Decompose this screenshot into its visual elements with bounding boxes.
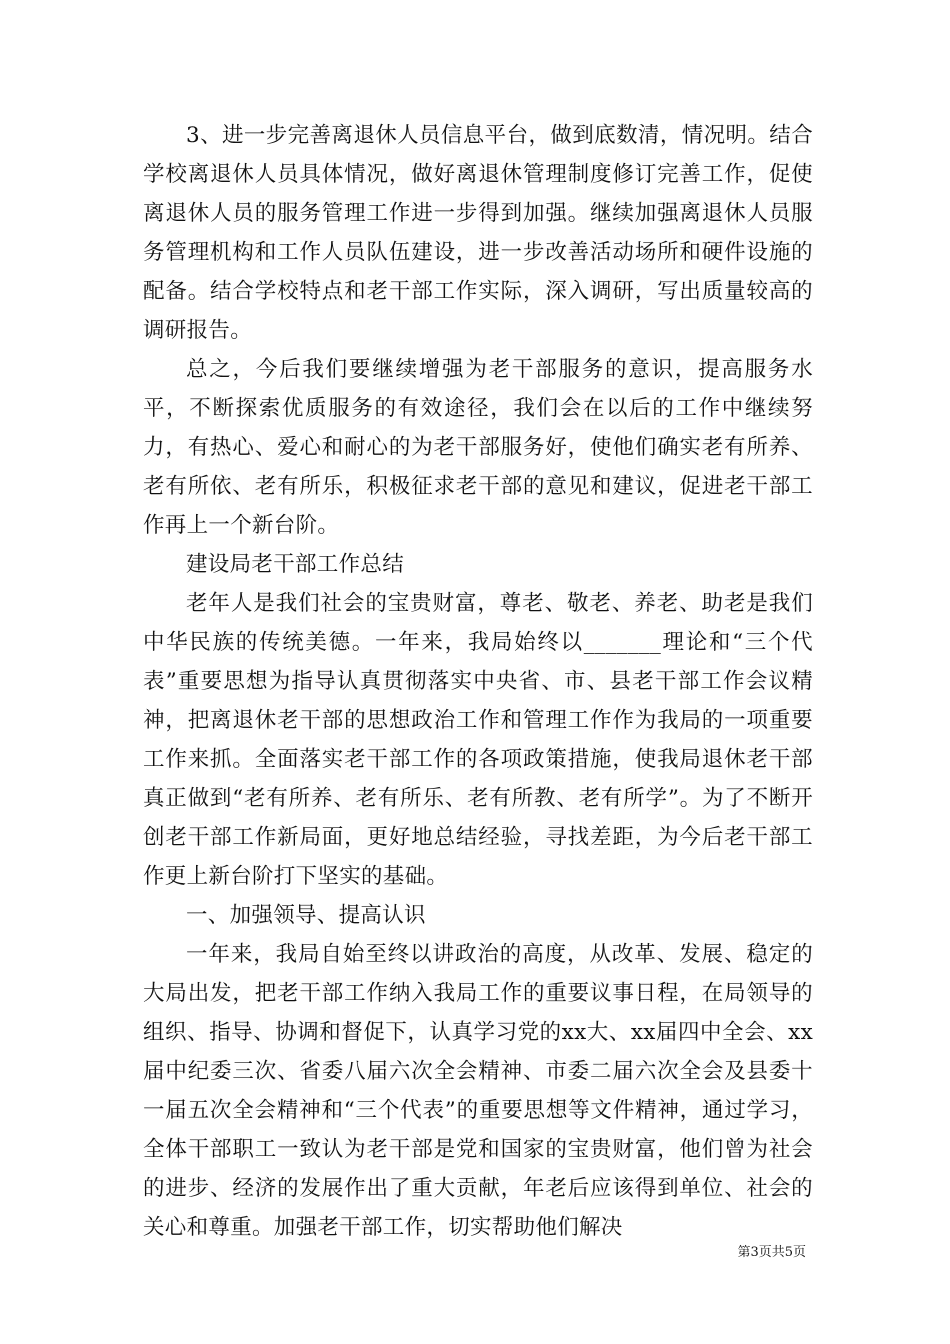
paragraph-summary: 总之，今后我们要继续增强为老干部服务的意识，提高服务水平，不断探索优质服务的有效途径，我们会在以后的工作中继续努力，有热心、爱心和耐心的为老干部服务好，使他们确实老有所养、老有所依、老有所乐，积极征求老干部的意见和建议，促进老干部工作再上一个新台阶。 [143, 357, 813, 538]
page-number: 第3页共5页 [737, 1245, 806, 1260]
paragraph-leadership-details: 一年来，我局自始至终以讲政治的高度，从改革、发展、稳定的大局出发，把老干部工作纳入我局工作的重要议事日程，在局领导的组织、指导、协调和督促下，认真学习党的xx大、xx届四中全会、xx届中纪委三次、省委八届六次全会精神、市委二届六次全会及县委十一届五次全会精神和“三个代表”的重要思想等文件精神，通过学习，全体干部职工一致认为老干部是党和国家的宝贵财富，他们曾为社会的进步、经济的发展作出了重大贡献，年老后应该得到单位、社会的关心和尊重。加强老干部工作，切实帮助他们解决 [143, 942, 813, 1240]
paragraph-improve-info-platform: 3、进一步完善离退休人员信息平台，做到底数清，情况明。结合学校离退休人员具体情况，做好离退休管理制度修订完善工作，促使离退休人员的服务管理工作进一步得到加强。继续加强离退休人员服务管理机构和工作人员队伍建设，进一步改善活动场所和硬件设施的配备。结合学校特点和老干部工作实际，深入调研，写出质量较高的调研报告。 [143, 123, 813, 343]
section-heading-leadership: 一、加强领导、提高认识 [186, 903, 426, 928]
document-body [143, 116, 813, 1247]
paragraph-introduction: 老年人是我们社会的宝贵财富，尊老、敬老、养老、助老是我们中华民族的传统美德。一年来，我局始终以_______理论和“三个代表”重要思想为指导认真贯彻落实中央省、市、县老干部工作会议精神，把离退休老干部的思想政治工作和管理工作作为我局的一项重要工作来抓。全面落实老干部工作的各项政策措施，使我局退休老干部真正做到“老有所养、老有所乐、老有所教、老有所学”。为了不断开创老干部工作新局面，更好地总结经验，寻找差距，为今后老干部工作更上新台阶打下坚实的基础。 [143, 591, 813, 889]
section-title: 建设局老干部工作总结 [186, 552, 405, 577]
